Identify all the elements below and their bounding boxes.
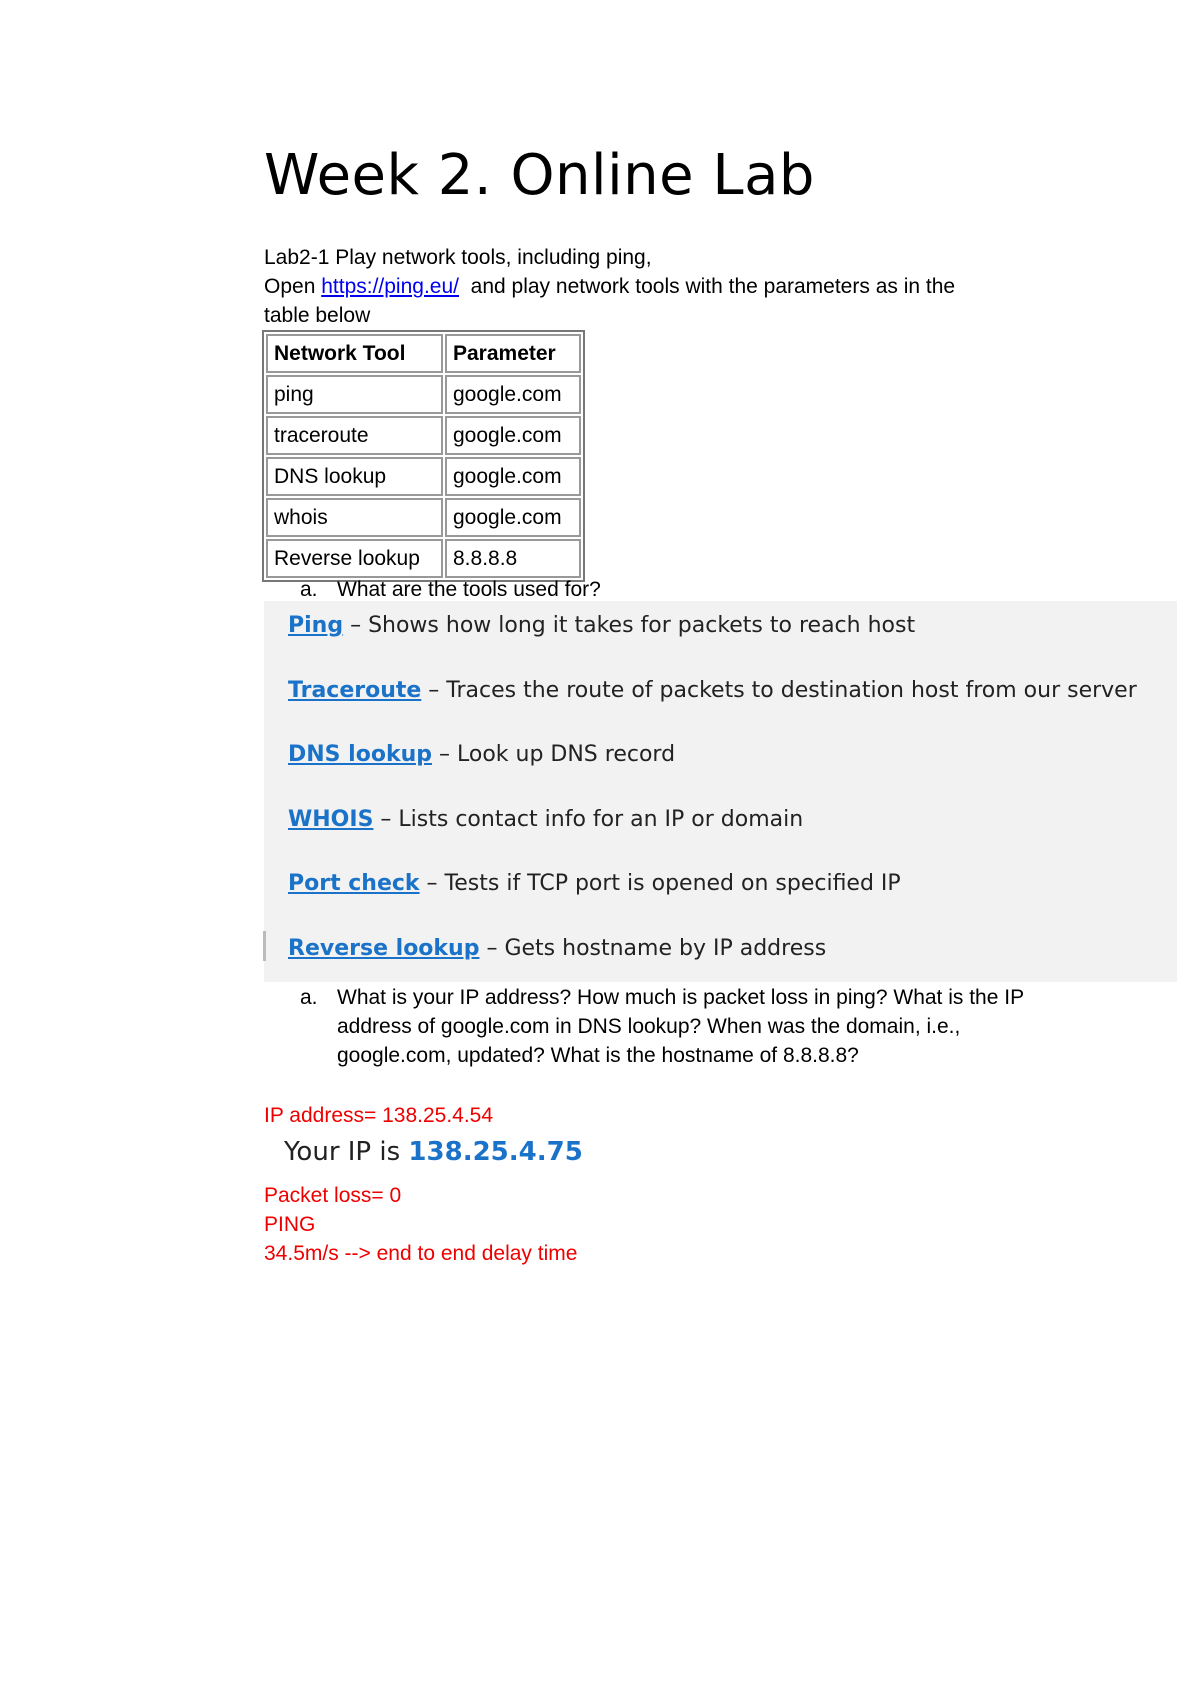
table-row	[266, 416, 581, 455]
question-number: a.	[300, 578, 318, 601]
tool-description: – Shows how long it takes for packets to reach host	[343, 613, 916, 638]
tool-item-ping	[288, 611, 915, 641]
header-network-tool: Network Tool	[266, 334, 443, 373]
tool-description: – Lists contact info for an IP or domain	[373, 807, 804, 832]
parameter-cell: google.com	[445, 416, 581, 455]
page-title: Week 2. Online Lab	[264, 143, 815, 208]
intro-line-2	[264, 272, 1084, 301]
tool-description: – Gets hostname by IP address	[479, 936, 827, 961]
intro-rest-text: and play network tools with the parameters as in the	[458, 275, 956, 298]
your-ip-label: Your IP is	[284, 1137, 409, 1167]
parameter-cell: google.com	[445, 498, 581, 537]
answer-ping-label: PING	[264, 1213, 316, 1236]
tool-description: – Look up DNS record	[432, 742, 676, 767]
tool-cell: Reverse lookup	[266, 539, 443, 578]
intro-open-text: Open	[264, 275, 322, 298]
tool-item-reverse-lookup	[288, 934, 826, 964]
parameter-cell: google.com	[445, 375, 581, 414]
question-text: What are the tools used for?	[337, 578, 601, 601]
question-line-3: google.com, updated? What is the hostname of 8.8.8.8?	[337, 1044, 859, 1067]
panel-edge-marker	[263, 931, 266, 961]
intro-paragraph	[264, 243, 1084, 330]
ping-eu-screenshot	[264, 601, 1177, 982]
tool-link-reverse-lookup[interactable]: Reverse lookup	[288, 936, 480, 961]
your-ip-value: 138.25.4.75	[408, 1137, 583, 1167]
question-number: a.	[300, 986, 318, 1009]
question-line-2: address of google.com in DNS lookup? When was the domain, i.e.,	[337, 1015, 961, 1038]
tool-link-dns-lookup[interactable]: DNS lookup	[288, 742, 432, 767]
answer-packet-loss: Packet loss= 0	[264, 1184, 402, 1207]
answer-ip-address: IP address= 138.25.4.54	[264, 1104, 494, 1127]
tool-link-ping[interactable]: Ping	[288, 613, 344, 638]
tool-description: – Tests if TCP port is opened on specified IP	[419, 871, 901, 896]
tool-cell: DNS lookup	[266, 457, 443, 496]
tool-item-port-check	[288, 869, 901, 899]
table-row	[266, 375, 581, 414]
tool-description: – Traces the route of packets to destination host from our server	[421, 678, 1137, 703]
intro-line-1: Lab2-1 Play network tools, including ping,	[264, 246, 652, 269]
answer-delay: 34.5m/s --> end to end delay time	[264, 1242, 578, 1265]
header-parameter: Parameter	[445, 334, 581, 373]
table-row	[266, 498, 581, 537]
question-line-1: What is your IP address? How much is packet loss in ping? What is the IP	[337, 986, 1025, 1009]
network-tools-table	[262, 330, 585, 582]
your-ip-screenshot	[284, 1134, 583, 1170]
table-header-row	[266, 334, 581, 373]
intro-line-3: table below	[264, 304, 371, 327]
parameter-cell: 8.8.8.8	[445, 539, 581, 578]
ping-eu-link[interactable]: https://ping.eu/	[321, 275, 459, 298]
question-text	[337, 983, 1067, 1070]
table-row	[266, 457, 581, 496]
tool-link-port-check[interactable]: Port check	[288, 871, 420, 896]
tool-cell: ping	[266, 375, 443, 414]
tool-link-traceroute[interactable]: Traceroute	[288, 678, 422, 703]
table-row	[266, 539, 581, 578]
parameter-cell: google.com	[445, 457, 581, 496]
tool-item-dns-lookup	[288, 740, 675, 770]
tool-item-whois	[288, 805, 803, 835]
tool-cell: whois	[266, 498, 443, 537]
tool-item-traceroute	[288, 676, 1137, 706]
tool-link-whois[interactable]: WHOIS	[288, 807, 374, 832]
tool-cell: traceroute	[266, 416, 443, 455]
